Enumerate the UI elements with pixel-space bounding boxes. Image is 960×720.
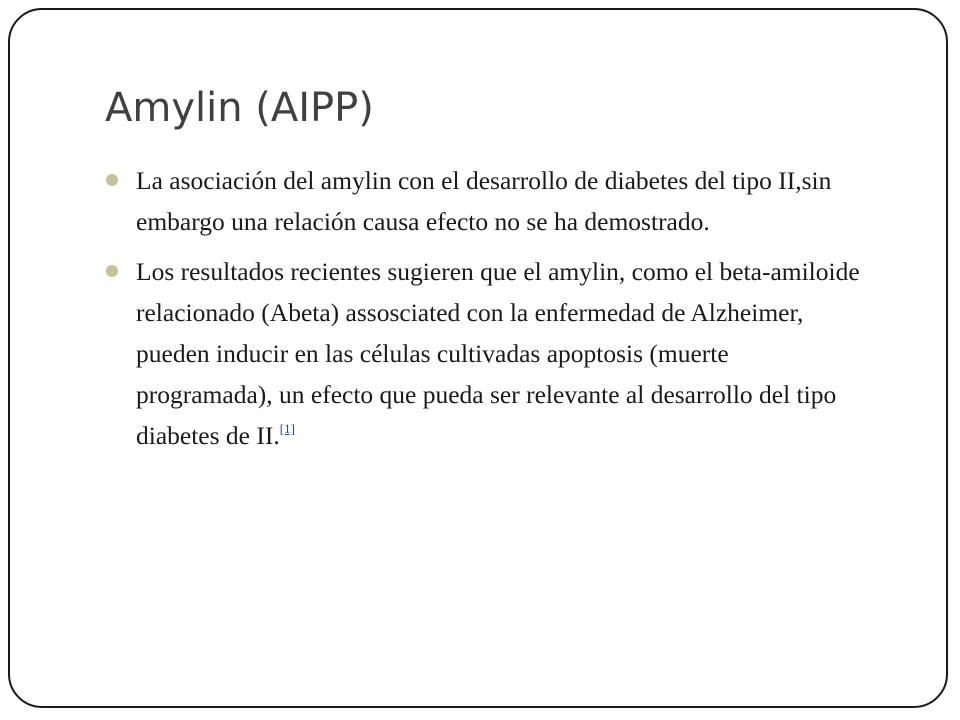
footnote-link[interactable]: [1] (279, 421, 295, 436)
slide-title: Amylin (AIPP) (105, 85, 374, 131)
bullet-text: Los resultados recientes sugieren que el amylin, como el beta-amiloide relacionado (Abeta) assosciated con la enfermedad de Alzheimer, pueden inducir en las células cultivadas apoptosis (muerte programada), un efecto que pueda ser relevante al desarrollo del tipo diabetes de II. (136, 257, 860, 450)
bullet-list (105, 160, 865, 456)
bullet-item (105, 160, 865, 242)
bullet-text: La asociación del amylin con el desarrollo de diabetes del tipo II,sin embargo una relación causa efecto no se ha demostrado. (136, 166, 832, 236)
bullet-dot-icon (106, 174, 118, 186)
bullet-item (105, 251, 865, 456)
bullet-dot-icon (106, 265, 118, 277)
